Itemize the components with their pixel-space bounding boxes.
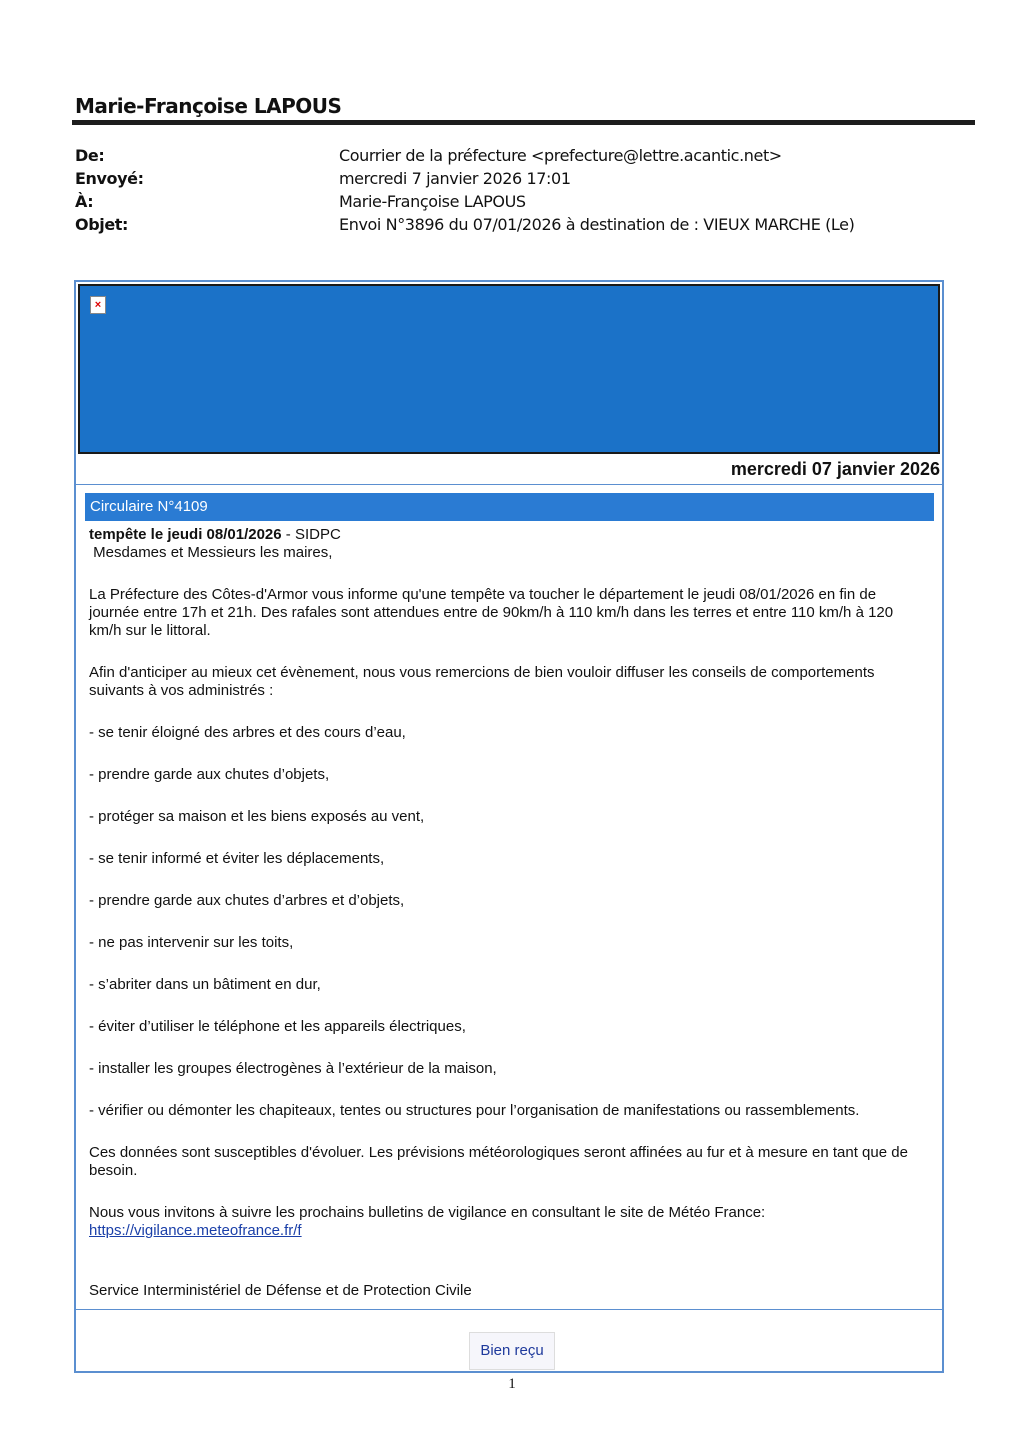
subject-source: - SIDPC xyxy=(281,526,341,543)
advice-item: - installer les groupes électrogènes à l’extérieur de la maison, xyxy=(89,1060,497,1077)
advice-item: - vérifier ou démonter les chapiteaux, tentes ou structures pour l’organisation de manifestations ou rassemblements. xyxy=(89,1102,860,1119)
mailbox-owner-name: Marie-Françoise LAPOUS xyxy=(75,94,342,118)
message-content xyxy=(89,526,929,1324)
intro-paragraph: La Préfecture des Côtes-d'Armor vous informe qu'une tempête va toucher le département le jeudi 08/01/2026 en fin de journée entre 17h et 21h. Des rafales sont attendues entre de 90km/h à 110 km/h dans les terres et entre 110 km/h à 120 km/h sur le littoral. xyxy=(89,586,894,639)
field-from xyxy=(75,144,854,167)
advice-item: - se tenir informé et éviter les déplacements, xyxy=(89,850,385,867)
advice-item: - prendre garde aux chutes d’arbres et d’objets, xyxy=(89,892,405,909)
field-label: Envoyé: xyxy=(75,169,144,188)
divider xyxy=(76,484,942,485)
advice-item: - se tenir éloigné des arbres et des cours d’eau, xyxy=(89,724,406,741)
field-sent xyxy=(75,167,854,190)
newsletter-body xyxy=(74,280,944,1373)
follow-paragraph xyxy=(89,1204,929,1240)
divider xyxy=(76,1309,942,1310)
field-label: À: xyxy=(75,192,94,211)
email-header-fields xyxy=(75,144,854,236)
newsletter-date: mercredi 07 janvier 2026 xyxy=(730,459,940,479)
field-value: Courrier de la préfecture <prefecture@lettre.acantic.net> xyxy=(339,146,782,165)
field-value: Envoi N°3896 du 07/01/2026 à destination de : VIEUX MARCHE (Le) xyxy=(339,215,855,234)
evolution-paragraph: Ces données sont susceptibles d'évoluer. Les prévisions météorologiques seront affinées au fur et à mesure en tant que de besoin. xyxy=(89,1144,908,1179)
meteofrance-link[interactable]: https://vigilance.meteofrance.fr/f xyxy=(89,1222,302,1239)
field-subject xyxy=(75,213,854,236)
header-rule xyxy=(72,120,975,125)
header-banner-image xyxy=(78,284,940,454)
field-to xyxy=(75,190,854,213)
follow-text: Nous vous invitons à suivre les prochains bulletins de vigilance en consultant le site de Météo France: xyxy=(89,1204,766,1221)
broken-image-icon: × xyxy=(90,296,106,314)
advice-item: - éviter d’utiliser le téléphone et les appareils électriques, xyxy=(89,1018,466,1035)
request-paragraph: Afin d'anticiper au mieux cet évènement, nous vous remercions de bien vouloir diffuser les conseils de comportements suivants à vos administrés : xyxy=(89,664,875,699)
greeting: Mesdames et Messieurs les maires, xyxy=(89,544,333,561)
advice-item: - s’abriter dans un bâtiment en dur, xyxy=(89,976,321,993)
advice-item: - protéger sa maison et les biens exposés au vent, xyxy=(89,808,425,825)
field-label: De: xyxy=(75,146,105,165)
field-label: Objet: xyxy=(75,215,129,234)
page-number: 1 xyxy=(508,1376,516,1392)
bien-recu-button[interactable]: Bien reçu xyxy=(469,1332,555,1370)
circular-number-bar: Circulaire N°4109 xyxy=(85,493,934,521)
subject-bold: tempête le jeudi 08/01/2026 xyxy=(89,526,282,543)
field-value: mercredi 7 janvier 2026 17:01 xyxy=(339,169,571,188)
field-value: Marie-Françoise LAPOUS xyxy=(339,192,526,211)
advice-item: - prendre garde aux chutes d’objets, xyxy=(89,766,330,783)
subject-line xyxy=(89,526,929,544)
signature: Service Interministériel de Défense et de Protection Civile xyxy=(89,1282,472,1299)
advice-item: - ne pas intervenir sur les toits, xyxy=(89,934,294,951)
